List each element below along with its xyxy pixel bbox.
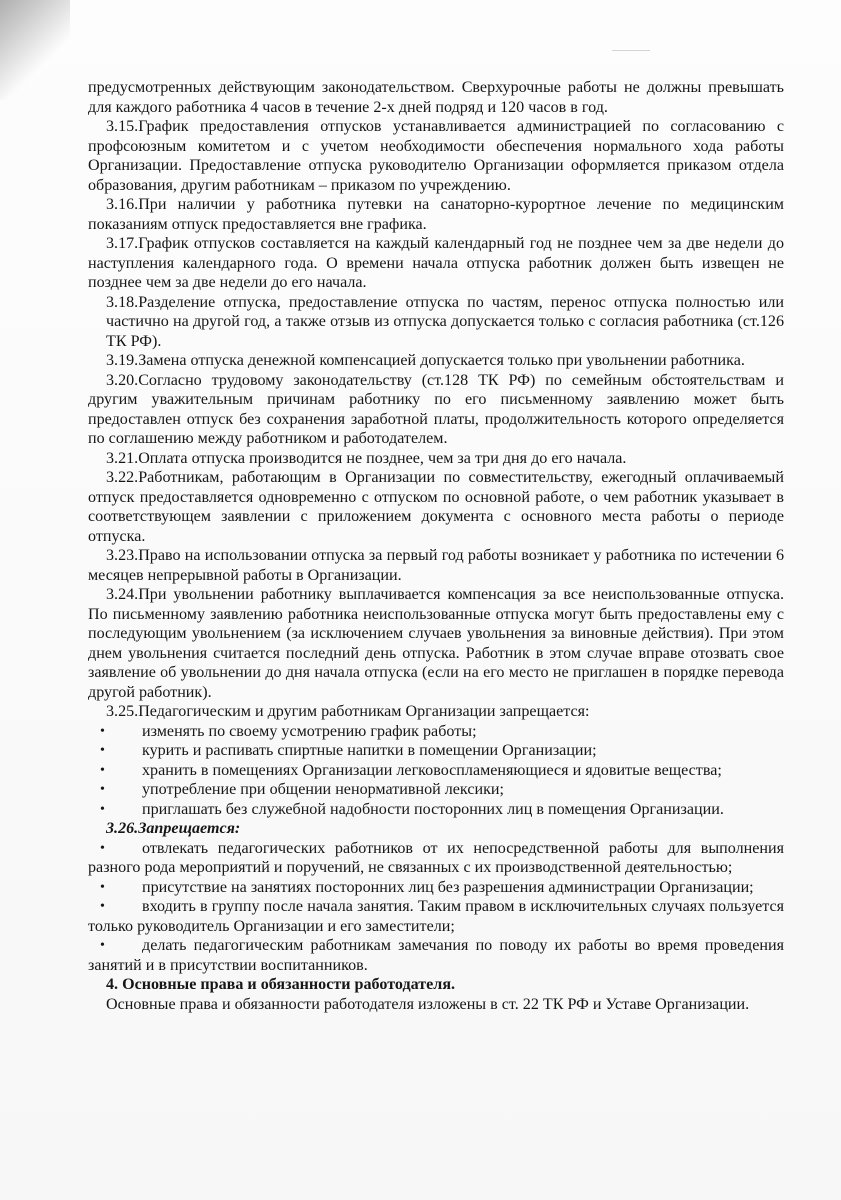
list-item	[88, 761, 784, 781]
clause-3-26-heading: 3.26.Запрещается:	[106, 820, 241, 837]
list-item-text: делать педагогическим работникам замечания по поводу их работы во время проведения занятий и в присутствии воспитанников.	[88, 937, 784, 974]
bullet-icon: •	[100, 723, 105, 739]
clause-3-16: 3.16.При наличии у работника путевки на санаторно-курортное лечение по медицинским показаниям отпуск предоставляется вне графика.	[88, 196, 784, 233]
section-4-title: 4. Основные права и обязанности работодателя.	[106, 976, 456, 993]
list-item-text: курить и распивать спиртные напитки в помещении Организации;	[142, 742, 597, 759]
bullet-icon: •	[100, 938, 105, 953]
list-item	[88, 722, 784, 742]
list-item-text: изменять по своему усмотрению график работы;	[142, 722, 477, 740]
clause-3-20: 3.20.Согласно трудовому законодательству (ст.128 ТК РФ) по семейным обстоятельствам и другим уважительным причинам работнику по его письменному заявлению может быть предоставлен отпуск без сохранения заработной платы, продолжительность которого определяется по соглашению между работником и работодателем.	[88, 371, 784, 447]
list-item-text: отвлекать педагогических работников от их непосредственной работы для выполнения разного рода мероприятий и поручений, не связанных с их производственной деятельностью;	[88, 839, 784, 876]
clause-3-15: 3.15.График предоставления отпусков устанавливается администрацией по согласованию с профсоюзным комитетом и с учетом необходимости обеспечения нормального хода работы Организации. Предоставление отпуска руководителю Организации оформляется приказом отдела образования, другим работникам – приказом по учреждению.	[88, 118, 784, 194]
scan-mark	[612, 50, 650, 59]
prohibited-list-3-26	[88, 839, 784, 976]
bullet-icon: •	[100, 801, 105, 817]
bullet-icon: •	[100, 782, 105, 797]
list-item	[88, 780, 784, 800]
list-item-text: входить в группу после начала занятия. Таким правом в исключительных случаях пользуется только руководитель Организации и его заместители;	[88, 898, 784, 935]
intro-paragraph: предусмотренных действующим законодательством. Сверхурочные работы не должны превышать для каждого работника 4 часов в течение 2-х дней подряд и 120 часов в год.	[88, 79, 784, 116]
clause-3-18: 3.18.Разделение отпуска, предоставление отпуска по частям, перенос отпуска полностью или частично на другой год, а также отзыв из отпуска допускается только с согласия работника (ст.126 ТК РФ).	[106, 293, 784, 350]
section-4-text: Основные права и обязанности работодателя изложены в ст. 22 ТК РФ и Уставе Организации.	[106, 995, 750, 1013]
clause-3-19: 3.19.Замена отпуска денежной компенсацией допускается только при увольнении работника.	[106, 352, 745, 369]
clause-3-23: 3.23.Право на использовании отпуска за первый год работы возникает у работника по истечении 6 месяцев непрерывной работы в Организации.	[88, 547, 784, 584]
list-item-text: присутствие на занятиях посторонних лиц без разрешения администрации Организации;	[142, 878, 754, 896]
list-item	[88, 878, 784, 898]
bullet-icon: •	[100, 762, 105, 778]
list-item-text: приглашать без служебной надобности посторонних лиц в помещения Организации.	[142, 800, 724, 818]
bullet-icon: •	[100, 840, 105, 856]
clause-3-24: 3.24.При увольнении работнику выплачивается компенсация за все неиспользованные отпуска. По письменному заявлению работника неиспользованные отпуска могут быть предоставлены ему с последующим увольнением (за исключением случаев увольнения за виновные действия). При этом днем увольнения считается последний день отпуска. Работник в этом случае вправе отозвать свое заявление об увольнении до дня начала отпуска (если на его место не приглашен в порядке перевода другой работник).	[88, 586, 784, 701]
document-body	[88, 78, 784, 1014]
bullet-icon: •	[100, 743, 105, 758]
list-item	[88, 897, 784, 936]
clause-3-17: 3.17.График отпусков составляется на каждый календарный год не позднее чем за две недели до наступления календарного года. О времени начала отпуска работник должен быть извещен не позднее чем за две недели до его начала.	[88, 235, 784, 291]
list-item-text: употребление при общении ненормативной лексики;	[142, 781, 505, 798]
clause-3-25: 3.25.Педагогическим и другим работникам Организации запрещается:	[106, 703, 590, 720]
list-item-text: хранить в помещениях Организации легковоспламеняющиеся и ядовитые вещества;	[142, 761, 722, 779]
list-item	[88, 839, 784, 878]
list-item	[88, 800, 784, 820]
list-item	[88, 936, 784, 975]
clause-3-22: 3.22.Работникам, работающим в Организации по совместительству, ежегодный оплачиваемый отпуск предоставляется одновременно с отпуском по основной работе, о чем работник указывает в соответствующем заявлении с приложением документа с основного места работы о периоде отпуска.	[88, 469, 784, 545]
clause-3-21: 3.21.Оплата отпуска производится не позднее, чем за три дня до его начала.	[106, 449, 627, 467]
prohibited-list-3-25	[88, 722, 784, 820]
list-item	[88, 741, 784, 761]
scan-shadow-corner	[0, 0, 70, 100]
bullet-icon: •	[100, 879, 105, 895]
bullet-icon: •	[100, 899, 105, 914]
